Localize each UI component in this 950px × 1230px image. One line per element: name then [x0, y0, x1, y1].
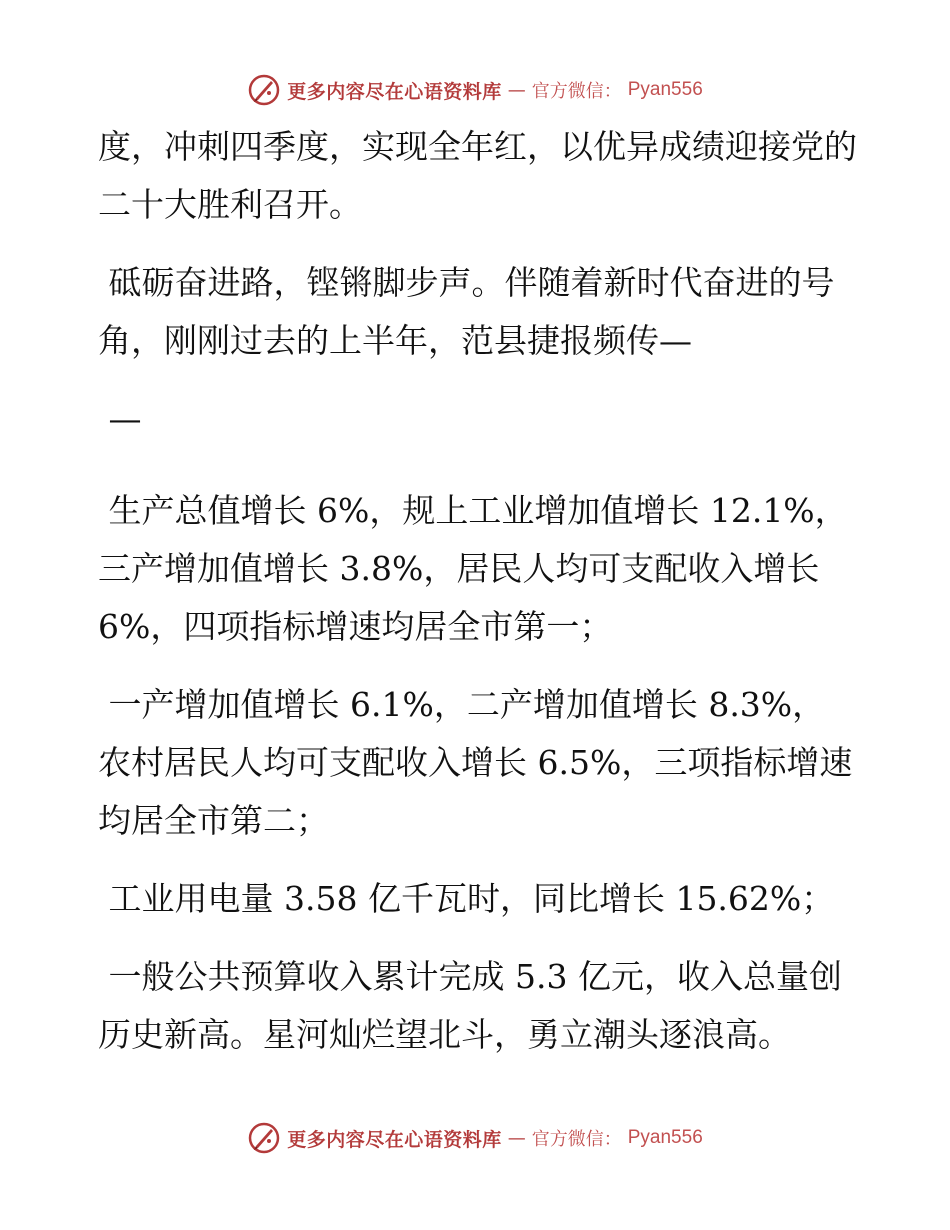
- paragraph-2: 砥砺奋进路，铿锵脚步声。伴随着新时代奋进的号角，刚刚过去的上半年，范县捷报频传—: [98, 263, 835, 360]
- quill-pen-logo-icon: [247, 73, 281, 107]
- watermark-wechat-label: 官方微信：: [531, 81, 622, 102]
- paragraph-7: 一般公共预算收入累计完成 5.3 亿元，收入总量创历史新高。星河灿烂望北斗，勇立潮头逐浪高。: [98, 957, 842, 1054]
- watermark-wechat-id: Pyan556: [627, 1127, 703, 1148]
- paragraph-5: 一产增加值增长 6.1%，二产增加值增长 8.3%，农村居民人均可支配收入增长 6.5%，三项指标增速均居全市第二；: [98, 685, 853, 840]
- paragraph-3: —: [98, 399, 142, 438]
- footer-watermark: [0, 1118, 950, 1158]
- paragraph-4: 生产总值增长 6%，规上工业增加值增长 12.1%，三产增加值增长 3.8%，居民人均可支配收入增长 6%，四项指标增速均居全市第一；: [98, 491, 848, 646]
- watermark-separator: —: [507, 1127, 526, 1149]
- header-watermark: [0, 70, 950, 110]
- document-body: [98, 118, 858, 1064]
- paragraph-6: 工业用电量 3.58 亿千瓦时，同比增长 15.62%；: [98, 879, 835, 918]
- paragraph-1: 度，冲刺四季度，实现全年红，以优异成绩迎接党的二十大胜利召开。: [98, 127, 857, 224]
- watermark-wechat-label: 官方微信：: [531, 1129, 622, 1150]
- watermark-site-name: 更多内容尽在心语资料库: [287, 1128, 502, 1151]
- watermark-separator: —: [507, 79, 526, 101]
- quill-pen-logo-icon: [247, 1121, 281, 1155]
- watermark-wechat-id: Pyan556: [627, 79, 703, 100]
- watermark-site-name: 更多内容尽在心语资料库: [287, 80, 502, 103]
